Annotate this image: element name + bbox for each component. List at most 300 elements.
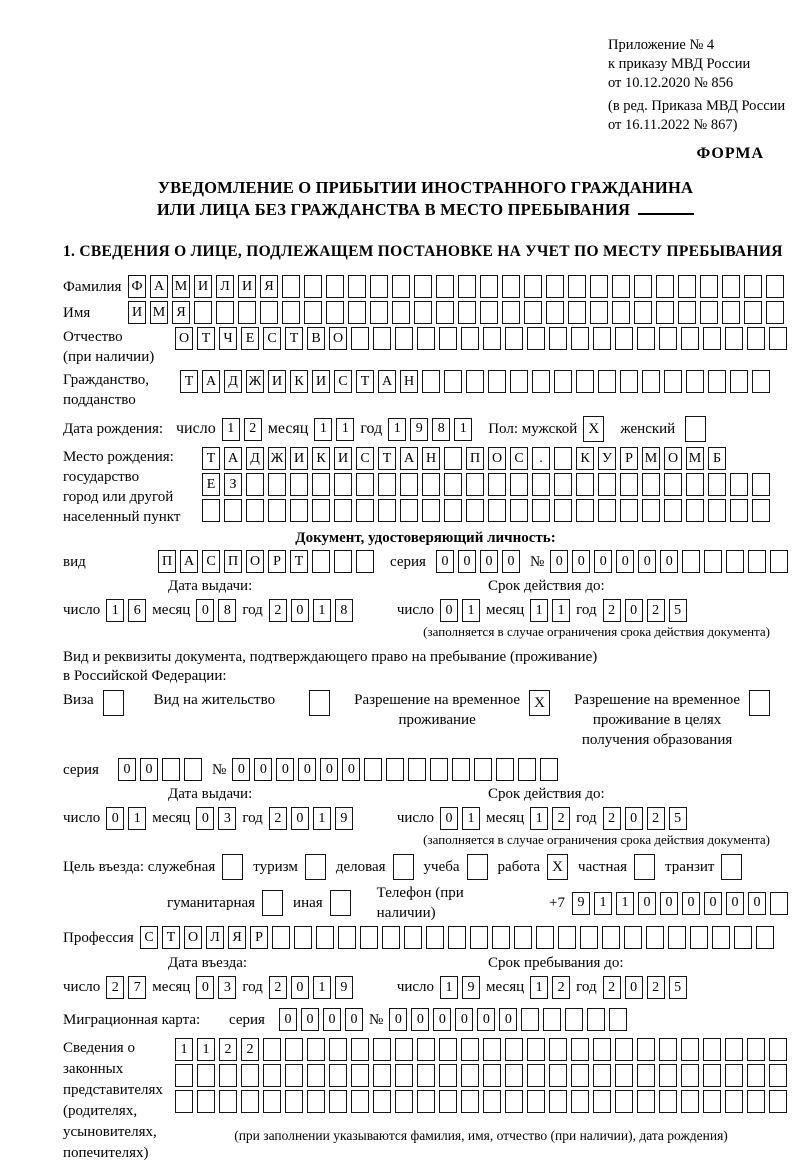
name-char-box[interactable] bbox=[282, 301, 300, 324]
res-number-box[interactable] bbox=[364, 758, 382, 781]
surname-char-box[interactable] bbox=[766, 275, 784, 298]
profession-char-box[interactable] bbox=[404, 926, 422, 949]
id-issue-day-box[interactable]: 6 bbox=[128, 599, 146, 622]
representative-char-box[interactable] bbox=[263, 1038, 281, 1061]
name-char-box[interactable] bbox=[348, 301, 366, 324]
representative-char-box[interactable] bbox=[373, 1038, 391, 1061]
stay-day-box[interactable]: 9 bbox=[462, 976, 480, 999]
representative-char-box[interactable] bbox=[659, 1064, 677, 1087]
representative-char-box[interactable]: 2 bbox=[219, 1038, 237, 1061]
birthplace-char-box[interactable] bbox=[752, 473, 770, 496]
patronymic-char-box[interactable] bbox=[439, 327, 457, 350]
citizenship-char-box[interactable] bbox=[422, 370, 440, 393]
id-valid-year-box[interactable]: 2 bbox=[647, 599, 665, 622]
representative-char-box[interactable] bbox=[197, 1090, 215, 1113]
surname-char-box[interactable] bbox=[436, 275, 454, 298]
doc-type-char-box[interactable]: П bbox=[158, 550, 176, 573]
representative-char-box[interactable] bbox=[285, 1038, 303, 1061]
profession-char-box[interactable]: О bbox=[184, 926, 202, 949]
birthplace-char-box[interactable] bbox=[598, 473, 616, 496]
surname-char-box[interactable] bbox=[656, 275, 674, 298]
birthplace-char-box[interactable] bbox=[752, 499, 770, 522]
profession-char-box[interactable] bbox=[536, 926, 554, 949]
res-number-box[interactable]: 0 bbox=[320, 758, 338, 781]
representative-char-box[interactable] bbox=[395, 1064, 413, 1087]
res-series-box[interactable] bbox=[184, 758, 202, 781]
birthplace-char-box[interactable]: М bbox=[642, 447, 660, 470]
id-valid-year-box[interactable]: 5 bbox=[669, 599, 687, 622]
patronymic-char-box[interactable] bbox=[659, 327, 677, 350]
surname-char-box[interactable] bbox=[700, 275, 718, 298]
phone-digit-box[interactable]: 0 bbox=[638, 892, 656, 915]
doc-number-box[interactable] bbox=[748, 550, 766, 573]
profession-char-box[interactable] bbox=[558, 926, 576, 949]
birthplace-char-box[interactable] bbox=[290, 499, 308, 522]
name-char-box[interactable] bbox=[414, 301, 432, 324]
profession-char-box[interactable]: Л bbox=[206, 926, 224, 949]
representative-char-box[interactable] bbox=[637, 1064, 655, 1087]
birthplace-char-box[interactable]: П bbox=[466, 447, 484, 470]
doc-type-char-box[interactable] bbox=[334, 550, 352, 573]
name-char-box[interactable] bbox=[238, 301, 256, 324]
name-char-box[interactable] bbox=[194, 301, 212, 324]
surname-char-box[interactable]: Я bbox=[260, 275, 278, 298]
name-char-box[interactable] bbox=[634, 301, 652, 324]
birthplace-char-box[interactable] bbox=[444, 447, 462, 470]
citizenship-char-box[interactable] bbox=[444, 370, 462, 393]
representative-char-box[interactable] bbox=[571, 1090, 589, 1113]
res-number-box[interactable]: 0 bbox=[276, 758, 294, 781]
res-valid-month-box[interactable]: 1 bbox=[530, 807, 548, 830]
surname-char-box[interactable] bbox=[612, 275, 630, 298]
representative-char-box[interactable] bbox=[175, 1064, 193, 1087]
res-valid-year-box[interactable]: 2 bbox=[647, 807, 665, 830]
citizenship-char-box[interactable] bbox=[620, 370, 638, 393]
birthplace-char-box[interactable] bbox=[290, 473, 308, 496]
representative-char-box[interactable] bbox=[505, 1064, 523, 1087]
phone-digit-box[interactable]: 0 bbox=[748, 892, 766, 915]
birthplace-char-box[interactable]: Д bbox=[246, 447, 264, 470]
id-valid-month-box[interactable]: 1 bbox=[530, 599, 548, 622]
citizenship-char-box[interactable] bbox=[664, 370, 682, 393]
entry-day-box[interactable]: 2 bbox=[106, 976, 124, 999]
birth-year-box[interactable]: 1 bbox=[454, 418, 472, 441]
representative-char-box[interactable] bbox=[593, 1064, 611, 1087]
res-number-box[interactable] bbox=[540, 758, 558, 781]
citizenship-char-box[interactable]: И bbox=[268, 370, 286, 393]
mig-number-box[interactable]: 0 bbox=[411, 1008, 429, 1031]
representative-char-box[interactable] bbox=[263, 1090, 281, 1113]
id-issue-month-box[interactable]: 0 bbox=[196, 599, 214, 622]
citizenship-char-box[interactable] bbox=[730, 370, 748, 393]
res-valid-month-box[interactable]: 2 bbox=[552, 807, 570, 830]
entry-year-box[interactable]: 2 bbox=[269, 976, 287, 999]
birthplace-char-box[interactable] bbox=[312, 499, 330, 522]
purpose-official-checkbox[interactable] bbox=[222, 854, 243, 880]
name-char-box[interactable] bbox=[216, 301, 234, 324]
patronymic-char-box[interactable]: О bbox=[329, 327, 347, 350]
res-number-box[interactable]: 0 bbox=[298, 758, 316, 781]
representative-char-box[interactable] bbox=[747, 1064, 765, 1087]
phone-digit-box[interactable] bbox=[770, 892, 788, 915]
name-char-box[interactable] bbox=[392, 301, 410, 324]
doc-type-char-box[interactable]: П bbox=[224, 550, 242, 573]
doc-type-char-box[interactable]: Р bbox=[268, 550, 286, 573]
purpose-transit-checkbox[interactable] bbox=[721, 854, 742, 880]
res-issue-year-box[interactable]: 2 bbox=[269, 807, 287, 830]
surname-char-box[interactable] bbox=[348, 275, 366, 298]
representative-char-box[interactable] bbox=[241, 1090, 259, 1113]
name-char-box[interactable]: И bbox=[128, 301, 146, 324]
birthplace-char-box[interactable] bbox=[246, 499, 264, 522]
surname-char-box[interactable] bbox=[370, 275, 388, 298]
id-issue-day-box[interactable]: 1 bbox=[106, 599, 124, 622]
representative-char-box[interactable] bbox=[483, 1038, 501, 1061]
patronymic-char-box[interactable]: О bbox=[175, 327, 193, 350]
purpose-private-checkbox[interactable] bbox=[634, 854, 655, 880]
res-issue-day-box[interactable]: 0 bbox=[106, 807, 124, 830]
stay-year-box[interactable]: 0 bbox=[625, 976, 643, 999]
representative-char-box[interactable] bbox=[483, 1090, 501, 1113]
citizenship-char-box[interactable] bbox=[686, 370, 704, 393]
representative-char-box[interactable] bbox=[219, 1064, 237, 1087]
representative-char-box[interactable] bbox=[417, 1064, 435, 1087]
patronymic-char-box[interactable]: Т bbox=[285, 327, 303, 350]
birthplace-char-box[interactable] bbox=[356, 473, 374, 496]
representative-char-box[interactable] bbox=[505, 1090, 523, 1113]
name-char-box[interactable] bbox=[722, 301, 740, 324]
birthplace-char-box[interactable]: А bbox=[224, 447, 242, 470]
representative-char-box[interactable] bbox=[769, 1090, 787, 1113]
doc-series-box[interactable]: 0 bbox=[436, 550, 454, 573]
purpose-humanitarian-checkbox[interactable] bbox=[262, 890, 283, 916]
representative-char-box[interactable] bbox=[175, 1090, 193, 1113]
mig-number-box[interactable]: 0 bbox=[455, 1008, 473, 1031]
entry-year-box[interactable]: 9 bbox=[335, 976, 353, 999]
profession-char-box[interactable]: Р bbox=[250, 926, 268, 949]
citizenship-char-box[interactable]: С bbox=[334, 370, 352, 393]
citizenship-char-box[interactable]: К bbox=[290, 370, 308, 393]
birthplace-char-box[interactable]: Т bbox=[202, 447, 220, 470]
birthplace-char-box[interactable]: А bbox=[400, 447, 418, 470]
stay-year-box[interactable]: 5 bbox=[669, 976, 687, 999]
profession-char-box[interactable] bbox=[690, 926, 708, 949]
representative-char-box[interactable] bbox=[725, 1064, 743, 1087]
birthplace-char-box[interactable] bbox=[686, 473, 704, 496]
representative-char-box[interactable] bbox=[373, 1064, 391, 1087]
representative-char-box[interactable] bbox=[505, 1038, 523, 1061]
representative-char-box[interactable] bbox=[681, 1064, 699, 1087]
visa-checkbox[interactable] bbox=[103, 690, 124, 716]
res-number-box[interactable] bbox=[452, 758, 470, 781]
doc-type-char-box[interactable] bbox=[356, 550, 374, 573]
res-valid-day-box[interactable]: 1 bbox=[462, 807, 480, 830]
profession-char-box[interactable] bbox=[492, 926, 510, 949]
representative-char-box[interactable] bbox=[659, 1090, 677, 1113]
citizenship-char-box[interactable] bbox=[532, 370, 550, 393]
surname-char-box[interactable] bbox=[722, 275, 740, 298]
representative-char-box[interactable]: 1 bbox=[175, 1038, 193, 1061]
citizenship-char-box[interactable] bbox=[598, 370, 616, 393]
representative-char-box[interactable] bbox=[329, 1064, 347, 1087]
name-char-box[interactable] bbox=[326, 301, 344, 324]
birthplace-char-box[interactable] bbox=[356, 499, 374, 522]
edu-permit-checkbox[interactable] bbox=[749, 690, 770, 716]
citizenship-char-box[interactable] bbox=[466, 370, 484, 393]
birthplace-char-box[interactable] bbox=[730, 473, 748, 496]
representative-char-box[interactable] bbox=[527, 1064, 545, 1087]
patronymic-char-box[interactable] bbox=[681, 327, 699, 350]
profession-char-box[interactable] bbox=[426, 926, 444, 949]
citizenship-char-box[interactable]: А bbox=[202, 370, 220, 393]
profession-char-box[interactable] bbox=[514, 926, 532, 949]
birth-day-box[interactable]: 2 bbox=[244, 418, 262, 441]
profession-char-box[interactable] bbox=[360, 926, 378, 949]
birthplace-char-box[interactable] bbox=[488, 499, 506, 522]
representative-char-box[interactable] bbox=[329, 1090, 347, 1113]
name-char-box[interactable] bbox=[370, 301, 388, 324]
id-issue-year-box[interactable]: 8 bbox=[335, 599, 353, 622]
representative-char-box[interactable] bbox=[439, 1064, 457, 1087]
representative-char-box[interactable] bbox=[527, 1090, 545, 1113]
representative-char-box[interactable] bbox=[395, 1090, 413, 1113]
birthplace-char-box[interactable] bbox=[532, 473, 550, 496]
birthplace-char-box[interactable] bbox=[642, 473, 660, 496]
patronymic-char-box[interactable] bbox=[637, 327, 655, 350]
residence-permit-checkbox[interactable] bbox=[309, 690, 330, 716]
representative-char-box[interactable] bbox=[615, 1090, 633, 1113]
representative-char-box[interactable] bbox=[219, 1090, 237, 1113]
birthplace-char-box[interactable] bbox=[554, 473, 572, 496]
doc-number-box[interactable]: 0 bbox=[550, 550, 568, 573]
surname-char-box[interactable] bbox=[392, 275, 410, 298]
birthplace-char-box[interactable] bbox=[708, 473, 726, 496]
name-char-box[interactable] bbox=[568, 301, 586, 324]
birthplace-char-box[interactable] bbox=[664, 499, 682, 522]
representative-char-box[interactable] bbox=[373, 1090, 391, 1113]
id-valid-day-box[interactable]: 1 bbox=[462, 599, 480, 622]
profession-char-box[interactable] bbox=[448, 926, 466, 949]
representative-char-box[interactable] bbox=[571, 1038, 589, 1061]
mig-number-box[interactable] bbox=[543, 1008, 561, 1031]
entry-year-box[interactable]: 1 bbox=[313, 976, 331, 999]
surname-char-box[interactable] bbox=[480, 275, 498, 298]
patronymic-char-box[interactable] bbox=[395, 327, 413, 350]
profession-char-box[interactable] bbox=[624, 926, 642, 949]
surname-char-box[interactable] bbox=[634, 275, 652, 298]
representative-char-box[interactable] bbox=[769, 1038, 787, 1061]
patronymic-char-box[interactable] bbox=[527, 327, 545, 350]
birthplace-char-box[interactable] bbox=[620, 473, 638, 496]
res-issue-month-box[interactable]: 3 bbox=[218, 807, 236, 830]
profession-char-box[interactable] bbox=[338, 926, 356, 949]
res-issue-year-box[interactable]: 9 bbox=[335, 807, 353, 830]
representative-char-box[interactable] bbox=[351, 1038, 369, 1061]
birthplace-char-box[interactable] bbox=[202, 499, 220, 522]
birthplace-char-box[interactable] bbox=[510, 499, 528, 522]
representative-char-box[interactable] bbox=[747, 1090, 765, 1113]
phone-digit-box[interactable]: 0 bbox=[682, 892, 700, 915]
birthplace-char-box[interactable]: О bbox=[664, 447, 682, 470]
surname-char-box[interactable] bbox=[524, 275, 542, 298]
birthplace-char-box[interactable]: З bbox=[224, 473, 242, 496]
phone-digit-box[interactable]: 0 bbox=[704, 892, 722, 915]
birthplace-char-box[interactable] bbox=[664, 473, 682, 496]
doc-number-box[interactable] bbox=[704, 550, 722, 573]
mig-series-box[interactable]: 0 bbox=[345, 1008, 363, 1031]
birthplace-char-box[interactable]: К bbox=[576, 447, 594, 470]
representative-char-box[interactable] bbox=[637, 1038, 655, 1061]
phone-digit-box[interactable]: 0 bbox=[660, 892, 678, 915]
res-issue-year-box[interactable]: 1 bbox=[313, 807, 331, 830]
birthplace-char-box[interactable]: Ж bbox=[268, 447, 286, 470]
representative-char-box[interactable] bbox=[549, 1090, 567, 1113]
citizenship-char-box[interactable]: Ж bbox=[246, 370, 264, 393]
res-series-box[interactable]: 0 bbox=[140, 758, 158, 781]
birthplace-char-box[interactable] bbox=[224, 499, 242, 522]
name-char-box[interactable] bbox=[766, 301, 784, 324]
profession-char-box[interactable] bbox=[470, 926, 488, 949]
surname-char-box[interactable]: Ф bbox=[128, 275, 146, 298]
mig-number-box[interactable] bbox=[587, 1008, 605, 1031]
surname-char-box[interactable]: Л bbox=[216, 275, 234, 298]
birthplace-char-box[interactable] bbox=[422, 499, 440, 522]
name-char-box[interactable] bbox=[304, 301, 322, 324]
citizenship-char-box[interactable]: Н bbox=[400, 370, 418, 393]
doc-number-box[interactable]: 0 bbox=[638, 550, 656, 573]
birth-year-box[interactable]: 8 bbox=[432, 418, 450, 441]
representative-char-box[interactable] bbox=[395, 1038, 413, 1061]
res-valid-year-box[interactable]: 5 bbox=[669, 807, 687, 830]
birth-year-box[interactable]: 1 bbox=[388, 418, 406, 441]
doc-number-box[interactable]: 0 bbox=[594, 550, 612, 573]
birth-day-box[interactable]: 1 bbox=[222, 418, 240, 441]
representative-char-box[interactable] bbox=[241, 1064, 259, 1087]
citizenship-char-box[interactable] bbox=[708, 370, 726, 393]
profession-char-box[interactable] bbox=[668, 926, 686, 949]
doc-number-box[interactable]: 0 bbox=[616, 550, 634, 573]
representative-char-box[interactable] bbox=[681, 1038, 699, 1061]
representative-char-box[interactable] bbox=[197, 1064, 215, 1087]
mig-number-box[interactable]: 0 bbox=[389, 1008, 407, 1031]
citizenship-char-box[interactable] bbox=[752, 370, 770, 393]
patronymic-char-box[interactable] bbox=[351, 327, 369, 350]
birthplace-char-box[interactable] bbox=[708, 499, 726, 522]
res-number-box[interactable] bbox=[496, 758, 514, 781]
res-number-box[interactable] bbox=[518, 758, 536, 781]
surname-char-box[interactable] bbox=[458, 275, 476, 298]
birthplace-char-box[interactable]: М bbox=[686, 447, 704, 470]
representative-char-box[interactable] bbox=[549, 1038, 567, 1061]
res-number-box[interactable]: 0 bbox=[254, 758, 272, 781]
representative-char-box[interactable] bbox=[593, 1090, 611, 1113]
doc-series-box[interactable]: 0 bbox=[480, 550, 498, 573]
citizenship-char-box[interactable]: Т bbox=[356, 370, 374, 393]
profession-char-box[interactable] bbox=[580, 926, 598, 949]
surname-char-box[interactable] bbox=[590, 275, 608, 298]
id-issue-year-box[interactable]: 1 bbox=[313, 599, 331, 622]
res-number-box[interactable]: 0 bbox=[342, 758, 360, 781]
doc-type-char-box[interactable]: О bbox=[246, 550, 264, 573]
name-char-box[interactable] bbox=[480, 301, 498, 324]
citizenship-char-box[interactable]: Д bbox=[224, 370, 242, 393]
representative-char-box[interactable] bbox=[263, 1064, 281, 1087]
surname-char-box[interactable]: И bbox=[238, 275, 256, 298]
representative-char-box[interactable] bbox=[307, 1038, 325, 1061]
birthplace-char-box[interactable] bbox=[598, 499, 616, 522]
doc-type-char-box[interactable]: С bbox=[202, 550, 220, 573]
purpose-other-checkbox[interactable] bbox=[330, 890, 351, 916]
surname-char-box[interactable]: М bbox=[172, 275, 190, 298]
name-char-box[interactable] bbox=[260, 301, 278, 324]
profession-char-box[interactable]: Я bbox=[228, 926, 246, 949]
phone-digit-box[interactable]: 0 bbox=[726, 892, 744, 915]
representative-char-box[interactable] bbox=[593, 1038, 611, 1061]
purpose-study-checkbox[interactable] bbox=[467, 854, 488, 880]
patronymic-char-box[interactable] bbox=[417, 327, 435, 350]
representative-char-box[interactable] bbox=[615, 1064, 633, 1087]
phone-digit-box[interactable]: 9 bbox=[572, 892, 590, 915]
stay-month-box[interactable]: 1 bbox=[530, 976, 548, 999]
patronymic-char-box[interactable] bbox=[615, 327, 633, 350]
name-char-box[interactable] bbox=[546, 301, 564, 324]
birthplace-char-box[interactable] bbox=[378, 473, 396, 496]
representative-char-box[interactable] bbox=[725, 1090, 743, 1113]
birthplace-char-box[interactable] bbox=[466, 473, 484, 496]
birthplace-char-box[interactable] bbox=[488, 473, 506, 496]
representative-char-box[interactable] bbox=[703, 1090, 721, 1113]
surname-char-box[interactable]: А bbox=[150, 275, 168, 298]
mig-number-box[interactable] bbox=[565, 1008, 583, 1031]
patronymic-char-box[interactable] bbox=[505, 327, 523, 350]
surname-char-box[interactable] bbox=[304, 275, 322, 298]
representative-char-box[interactable] bbox=[285, 1090, 303, 1113]
birthplace-char-box[interactable]: . bbox=[532, 447, 550, 470]
birthplace-char-box[interactable] bbox=[444, 499, 462, 522]
profession-char-box[interactable] bbox=[756, 926, 774, 949]
doc-type-char-box[interactable]: А bbox=[180, 550, 198, 573]
profession-char-box[interactable] bbox=[382, 926, 400, 949]
stay-year-box[interactable]: 2 bbox=[647, 976, 665, 999]
birthplace-char-box[interactable]: И bbox=[334, 447, 352, 470]
representative-char-box[interactable] bbox=[769, 1064, 787, 1087]
representative-char-box[interactable] bbox=[747, 1038, 765, 1061]
representative-char-box[interactable] bbox=[351, 1090, 369, 1113]
mig-number-box[interactable] bbox=[521, 1008, 539, 1031]
birthplace-char-box[interactable] bbox=[268, 499, 286, 522]
birthplace-char-box[interactable] bbox=[642, 499, 660, 522]
birthplace-char-box[interactable]: Р bbox=[620, 447, 638, 470]
profession-char-box[interactable] bbox=[316, 926, 334, 949]
id-issue-month-box[interactable]: 8 bbox=[218, 599, 236, 622]
birthplace-char-box[interactable] bbox=[730, 499, 748, 522]
surname-char-box[interactable] bbox=[568, 275, 586, 298]
birth-month-box[interactable]: 1 bbox=[314, 418, 332, 441]
surname-char-box[interactable] bbox=[502, 275, 520, 298]
mig-series-box[interactable]: 0 bbox=[301, 1008, 319, 1031]
name-char-box[interactable] bbox=[744, 301, 762, 324]
doc-number-box[interactable]: 0 bbox=[572, 550, 590, 573]
res-number-box[interactable] bbox=[408, 758, 426, 781]
doc-series-box[interactable]: 0 bbox=[458, 550, 476, 573]
name-char-box[interactable] bbox=[656, 301, 674, 324]
representative-char-box[interactable] bbox=[703, 1038, 721, 1061]
birthplace-char-box[interactable] bbox=[466, 499, 484, 522]
citizenship-char-box[interactable] bbox=[554, 370, 572, 393]
res-number-box[interactable] bbox=[386, 758, 404, 781]
id-valid-year-box[interactable]: 2 bbox=[603, 599, 621, 622]
purpose-business-checkbox[interactable] bbox=[393, 854, 414, 880]
